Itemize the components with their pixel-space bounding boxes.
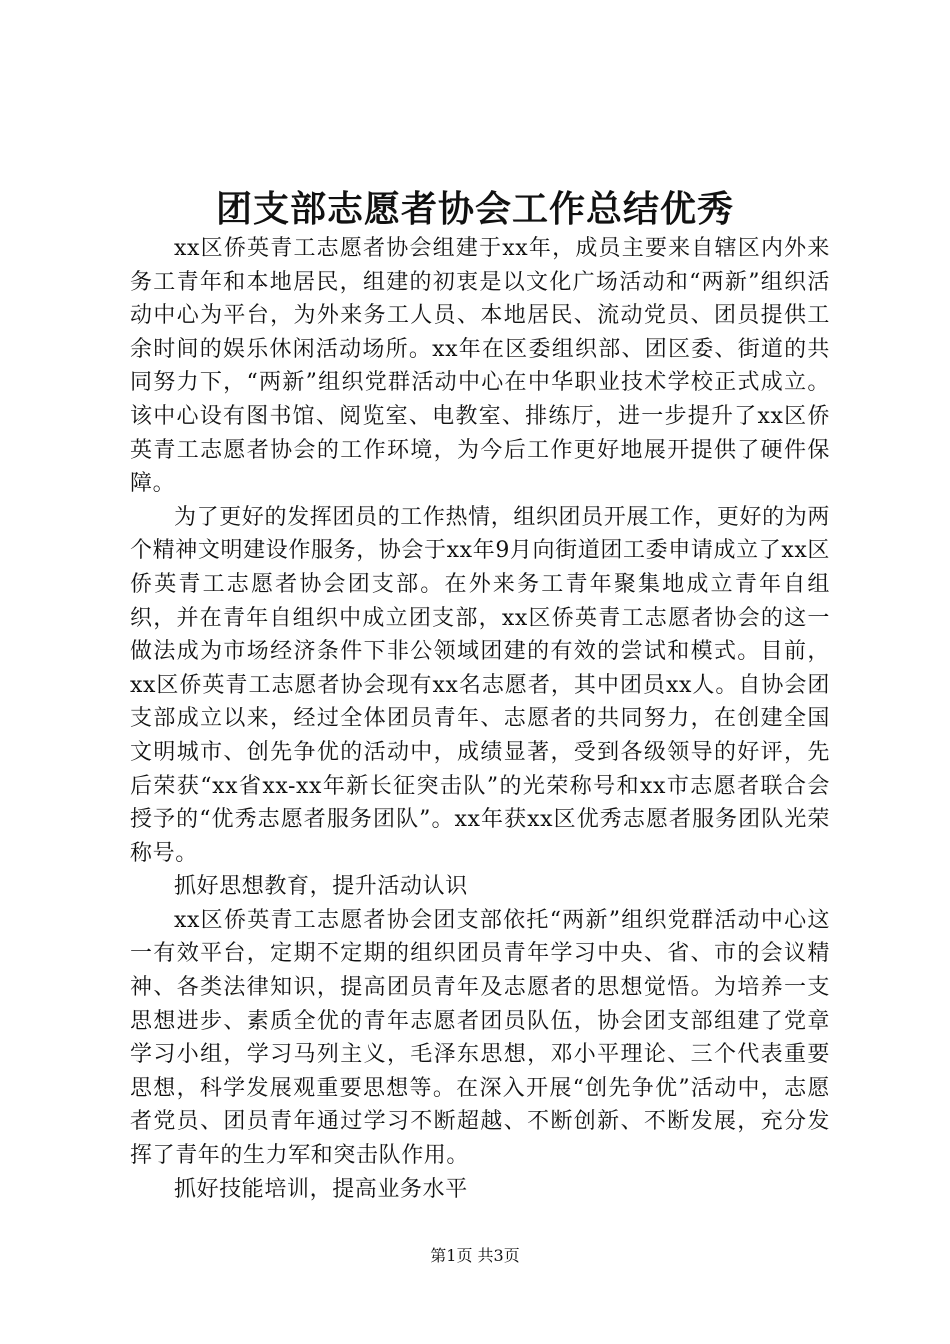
document-body — [130, 232, 830, 1206]
page-number-footer: 第1页 共3页 — [430, 1246, 520, 1265]
document-title: 团支部志愿者协会工作总结优秀 — [215, 188, 734, 230]
body-paragraph: xx区侨英青工志愿者协会组建于xx年，成员主要来自辖区内外来务工青年和本地居民，组建的初衷是以文化广场活动和“两新”组织活动中心为平台，为外来务工人员、本地居民、流动党员、团员提供工余时间的娱乐休闲活动场所。xx年在区委组织部、团区委、街道的共同努力下，“两新”组织党群活动中心在中华职业技术学校正式成立。该中心设有图书馆、阅览室、电教室、排练厅，进一步提升了xx区侨英青工志愿者协会的工作环境，为今后工作更好地展开提供了硬件保障。 — [130, 236, 830, 497]
body-paragraph: xx区侨英青工志愿者协会团支部依托“两新”组织党群活动中心这一有效平台，定期不定期的组织团员青年学习中央、省、市的会议精神、各类法律知识，提高团员青年及志愿者的思想觉悟。为培养一支思想进步、素质全优的青年志愿者团员队伍，协会团支部组建了党章学习小组，学习马列主义，毛泽东思想，邓小平理论、三个代表重要思想，科学发展观重要思想等。在深入开展“创先争优”活动中，志愿者党员、团员青年通过学习不断超越、不断创新、不断发展，充分发挥了青年的生力军和突击队作用。 — [130, 907, 830, 1169]
section-heading: 抓好思想教育，提升活动认识 — [174, 874, 468, 900]
section-heading: 抓好技能培训，提高业务水平 — [174, 1176, 468, 1202]
body-paragraph: 为了更好的发挥团员的工作热情，组织团员开展工作，更好的为两个精神文明建设作服务，协会于xx年9月向街道团工委申请成立了xx区侨英青工志愿者协会团支部。在外来务工青年聚集地成立青年自组织，并在青年自组织中成立团支部，xx区侨英青工志愿者协会的这一做法成为市场经济条件下非公领域团建的有效的尝试和模式。目前，xx区侨英青工志愿者协会现有xx名志愿者，其中团员xx人。自协会团支部成立以来，经过全体团员青年、志愿者的共同努力，在创建全国文明城市、创先争优的活动中，成绩显著，受到各级领导的好评，先后荣获“xx省xx-xx年新长征突击队”的光荣称号和xx市志愿者联合会授予的“优秀志愿者服务团队”。xx年获xx区优秀志愿者服务团队光荣称号。 — [130, 504, 830, 866]
